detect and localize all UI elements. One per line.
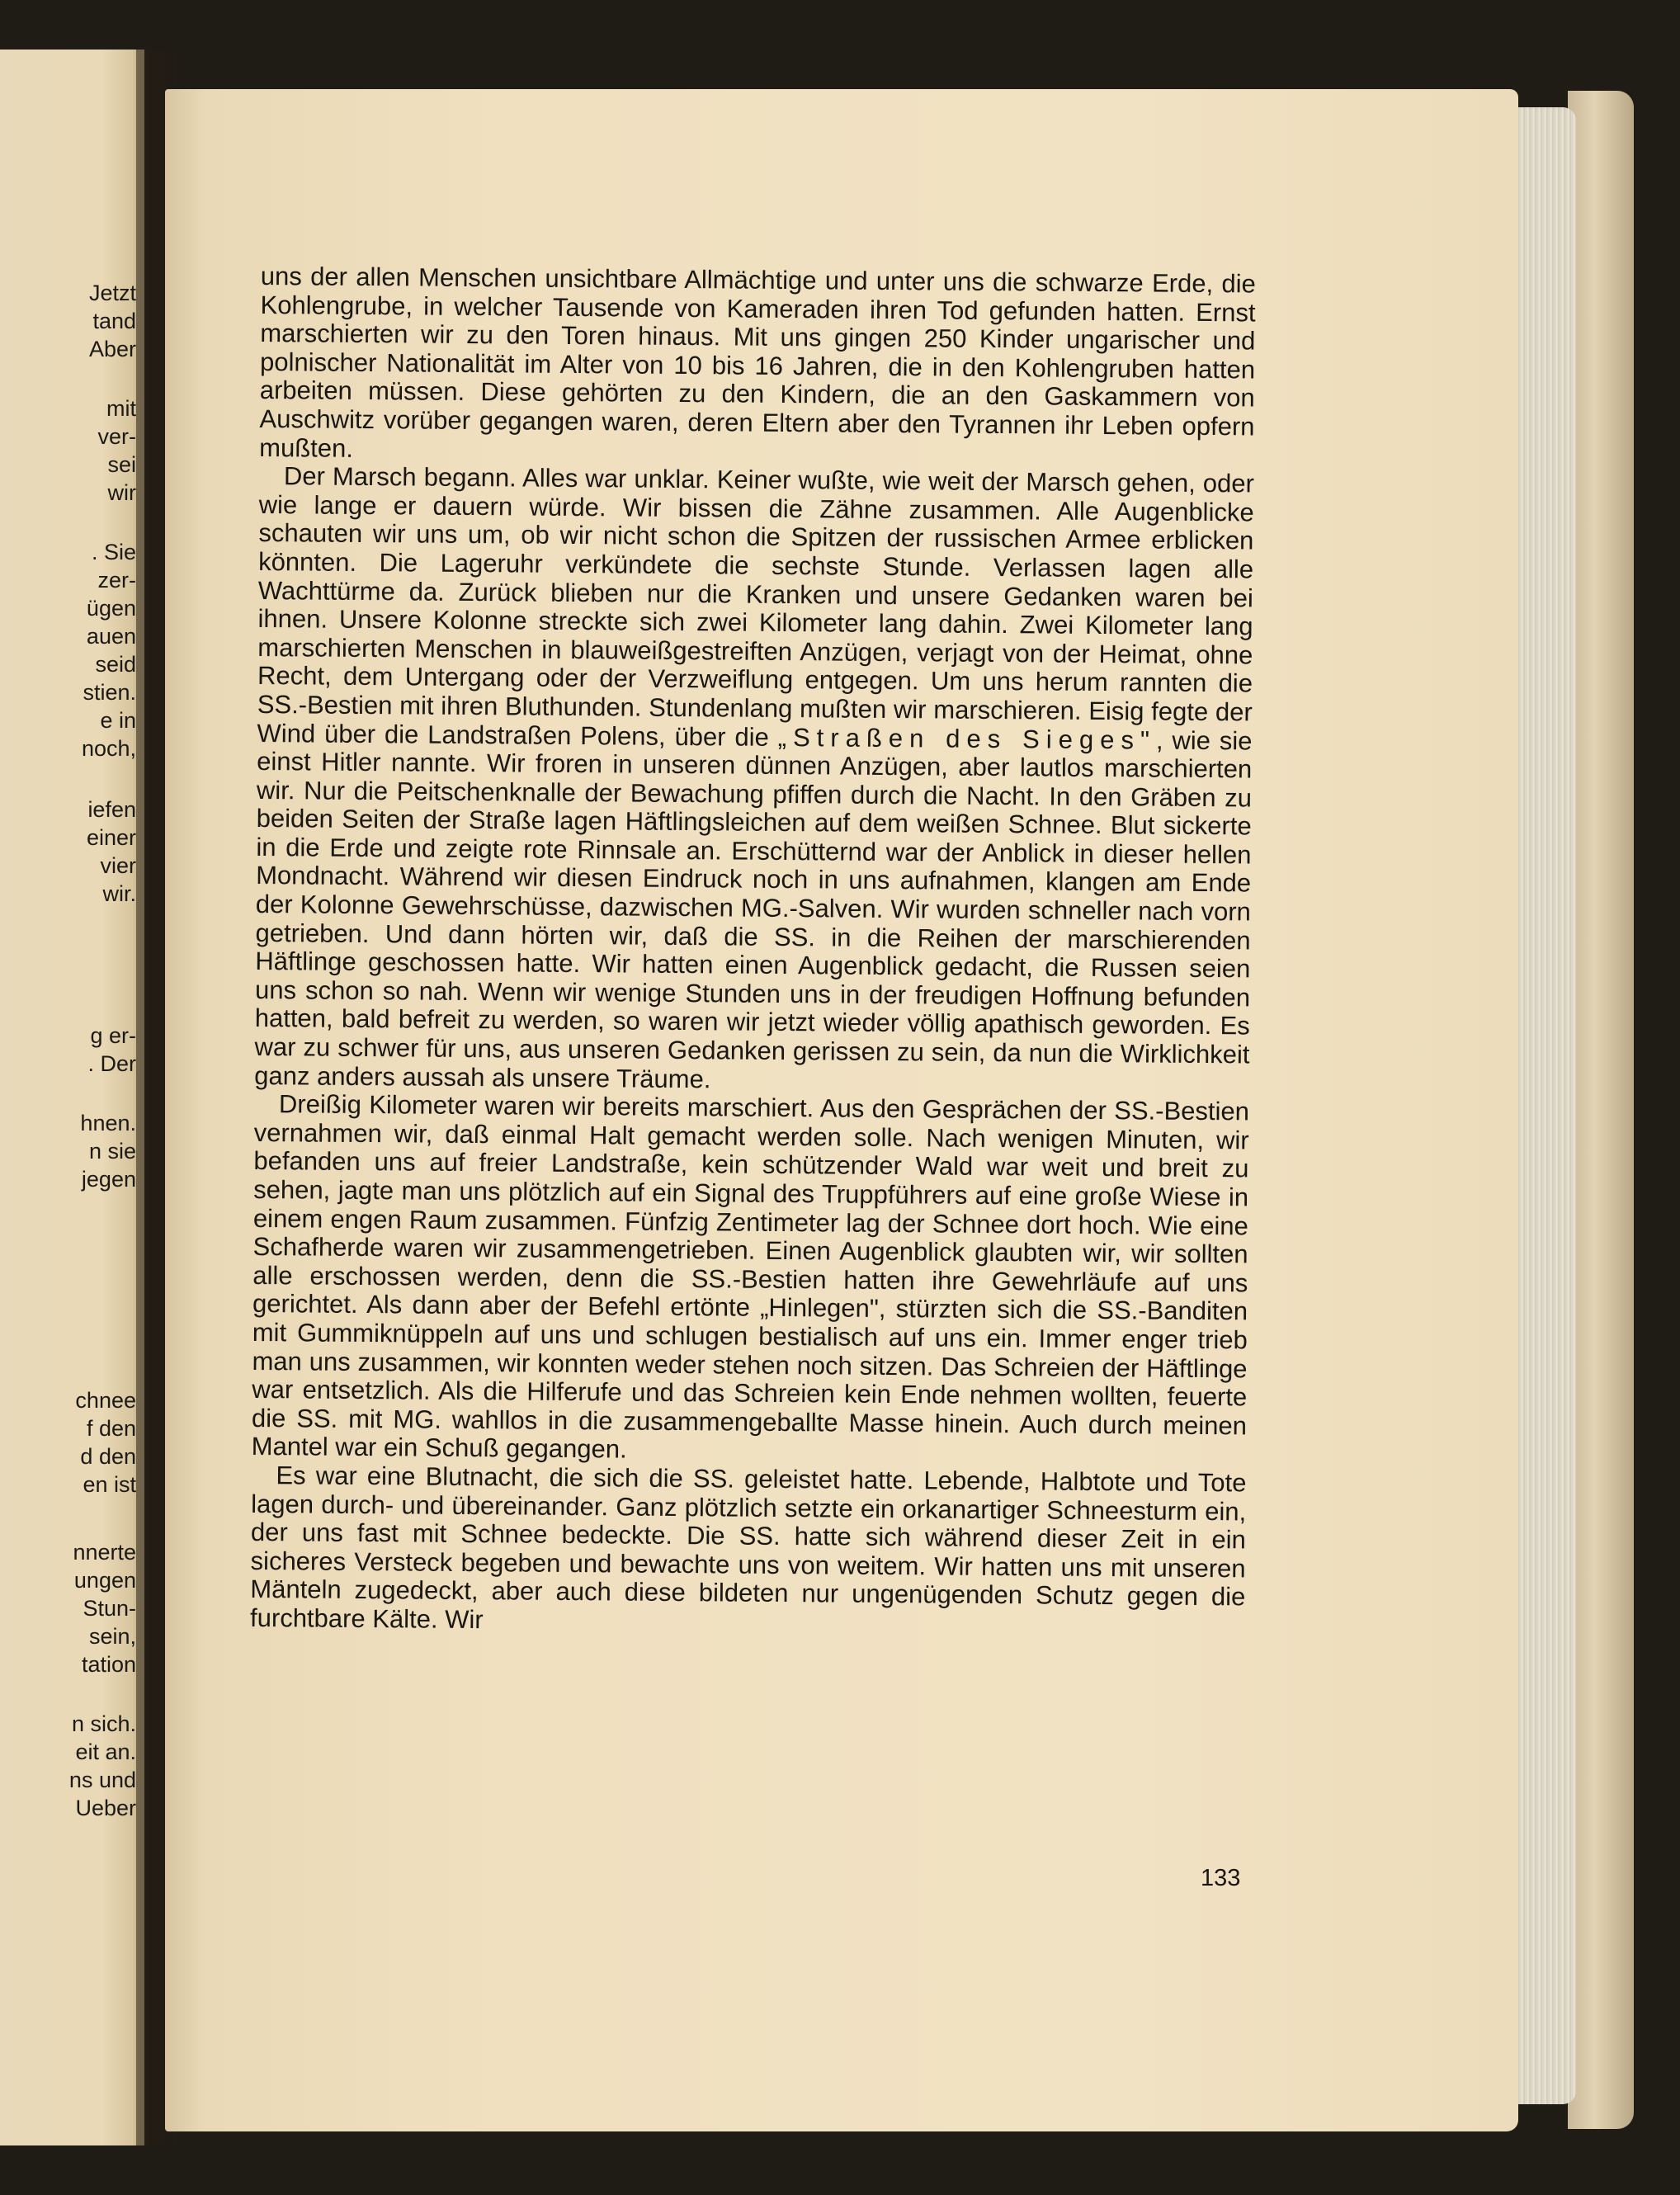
left-page-line: seid <box>95 652 136 677</box>
paragraph-text: , wie sie einst Hitler nannte. Wir froren in unseren dünnen Anzügen, aber lautlos marschierten wir. Nur die Peitschenknalle der Bewachung pfiffen durch die Nacht. In den Gräben zu beiden Seiten der Straße lagen Häftlingsleichen auf dem weißen Schnee. Blut sickerte in die Erde und zeigte rote Rinnsale an. Erschütternd war der Anblick in dieser hellen Mondnacht. Während wir diesen Eindruck noch in uns aufnahmen, klangen am Ende der Kolonne Gewehrschüsse, dazwischen MG.-Salven. Wir wurden schneller nach vorn getrieben. Und dann hörten wir, daß die SS. in die Reihen der marschierenden Häftlinge geschossen hatte. Wir hatten einen Augenblick gedacht, die Russen seien uns schon so nah. Wenn wir wenige Stunden uns in der freudigen Hoffnung befunden hatten, bald befreit zu werden, so waren wir jetzt wieder völlig apathisch geworden. Es war zu schwer für uns, aus unseren Gedanken gerissen zu sein, da nun die Wirklichkeit ganz anders aussah als unsere Träume. <box>254 725 1253 1093</box>
left-page-line: einer <box>86 825 136 850</box>
left-page-line: jegen <box>81 1167 136 1192</box>
left-page-line: tand <box>92 309 136 333</box>
left-page-line: Ueber <box>75 1796 136 1820</box>
left-page-line: chnee <box>75 1388 136 1413</box>
left-page-line: hnen. <box>80 1111 136 1135</box>
left-page-line: sein, <box>88 1624 136 1649</box>
paragraph: Es war eine Blutnacht, die sich die SS. geleistet hatte. Lebende, Halbtote und Tote lagen durch- und übereinander. Ganz plötzlich setzte ein orkanartiger Schneesturm ein, der uns fast mit Schnee bedeckte. Die SS. hatte sich während dieser Zeit in ein sicheres Versteck begeben und bewachte uns von weitem. Wir hatten uns mit unseren Mänteln zugedeckt, aber auch diese bildeten nur ungenügenden Schutz gegen die furchtbare Kälte. Wir <box>249 1461 1247 1635</box>
page-number: 133 <box>1201 1865 1241 1891</box>
left-page-line: . Der <box>87 1051 136 1076</box>
paragraph <box>254 462 1254 1098</box>
left-page-line: mit <box>106 396 136 421</box>
left-page-line: wir <box>107 480 136 505</box>
left-page-line: zer- <box>97 568 136 592</box>
left-page-line: ungen <box>73 1568 136 1593</box>
left-page-line: eit an. <box>75 1739 136 1764</box>
left-page-line: Jetzt <box>88 281 136 305</box>
left-page-line: tation <box>81 1652 136 1677</box>
left-page-line: ns und <box>68 1768 136 1792</box>
left-page-line: ver- <box>97 424 136 449</box>
left-page-line: noch, <box>81 736 136 761</box>
body-text <box>250 262 1256 1640</box>
left-page-line: d den <box>80 1444 136 1469</box>
left-page-line: ügen <box>86 596 136 621</box>
paragraph: Dreißig Kilometer waren wir bereits marschiert. Aus den Gesprächen der SS.-Bestien vernahmen wir, daß einmal Halt gemacht werden solle. Nach wenigen Minuten, wir befanden uns auf freier Landstraße, kein schützender Wald war weit und breit zu sehen, jagte man uns plötzlich auf ein Signal des Truppführers auf eine große Wiese in einem engen Raum zusammen. Fünfzig Zentimeter lag der Schnee dort hoch. Wie eine Schafherde waren wir zusammengetrieben. Einen Augenblick glaubten wir, wir sollten alle erschossen werden, denn die SS.-Bestien hatten ihre Gewehrläufe auf uns gerichtet. Als dann aber der Befehl ertönte „Hinlegen", stürzten sich die SS.-Banditen mit Gummiknüppeln auf uns und schlugen bestialisch auf uns ein. Immer enger trieb man uns zusammen, wir konnten weder stehen noch sitzen. Das Schreien der Häftlinge war entsetzlich. Als die Hilferufe und das Schreien kein Ende nehmen wollten, feuerte die SS. mit MG. wahllos in die zusammengeballte Masse hinein. Auch durch meinen Mantel war ein Schuß gegangen. <box>251 1089 1250 1464</box>
paragraph-text: Der Marsch begann. Alles war unklar. Keiner wußte, wie weit der Marsch gehen, oder wie lange er dauern würde. Wir bissen die Zähne zusammen. Alle Augenblicke schauten wir uns um, ob wir nicht schon die Spitzen der russischen Armee erblicken könnten. Die Lageruhr verkündete die sechste Stunde. Verlassen lagen alle Wachttürme da. Zurück blieben nur die Kranken und unsere Gedanken waren bei ihnen. Unsere Kolonne streckte sich zwei Kilometer lang dahin. Zwei Kilometer lang marschierten Menschen in blauweißgestreiften Anzügen, verjagt von der Heimat, ohne Recht, dem Untergang oder der Verzweiflung entgegen. Um uns herum rannten die SS.-Bestien mit ihren Bluthunden. Stundenlang mußten wir marschieren. Eisig fegte der Wind über die Landstraßen Polens, über die <box>257 461 1255 752</box>
left-page-line: vier <box>100 853 136 878</box>
cover-edge <box>1568 91 1634 2129</box>
left-page-line: g er- <box>90 1023 136 1048</box>
left-page-line: e in <box>100 708 136 733</box>
left-page-line: n sich. <box>71 1711 136 1736</box>
left-page-line: Stun- <box>83 1596 136 1621</box>
spaced-quote: „Straßen des Sieges" <box>777 722 1157 755</box>
left-page-line: wir. <box>102 881 136 906</box>
left-page-line: en ist <box>83 1472 136 1497</box>
left-page-line: iefen <box>87 797 136 822</box>
left-page-line: n sie <box>88 1139 136 1164</box>
left-page-line: . Sie <box>91 540 136 564</box>
left-page-line: nnerte <box>73 1540 136 1565</box>
left-page-line: auen <box>86 624 136 649</box>
paragraph: uns der allen Menschen unsichtbare Allmächtige und unter uns die schwarze Erde, die Kohlengrube, in welcher Tausende von Kameraden ihren Tod gefunden hatten. Ernst marschierten wir zu den Toren hinaus. Mit uns gingen 250 Kinder ungarischer und polnischer Nationalität im Alter von 10 bis 16 Jahren, die in den Kohlengruben hatten arbeiten müssen. Diese gehörten zu den Kindern, die an den Gaskammern von Auschwitz vorüber gegangen waren, deren Eltern aber den Tyrannen ihr Leben opfern mußten. <box>259 262 1256 463</box>
left-page-line: stien. <box>83 680 136 705</box>
left-page-line: f den <box>86 1416 136 1441</box>
left-page-line: Aber <box>88 337 136 361</box>
left-page <box>0 50 144 2145</box>
left-page-line: sei <box>107 452 136 477</box>
